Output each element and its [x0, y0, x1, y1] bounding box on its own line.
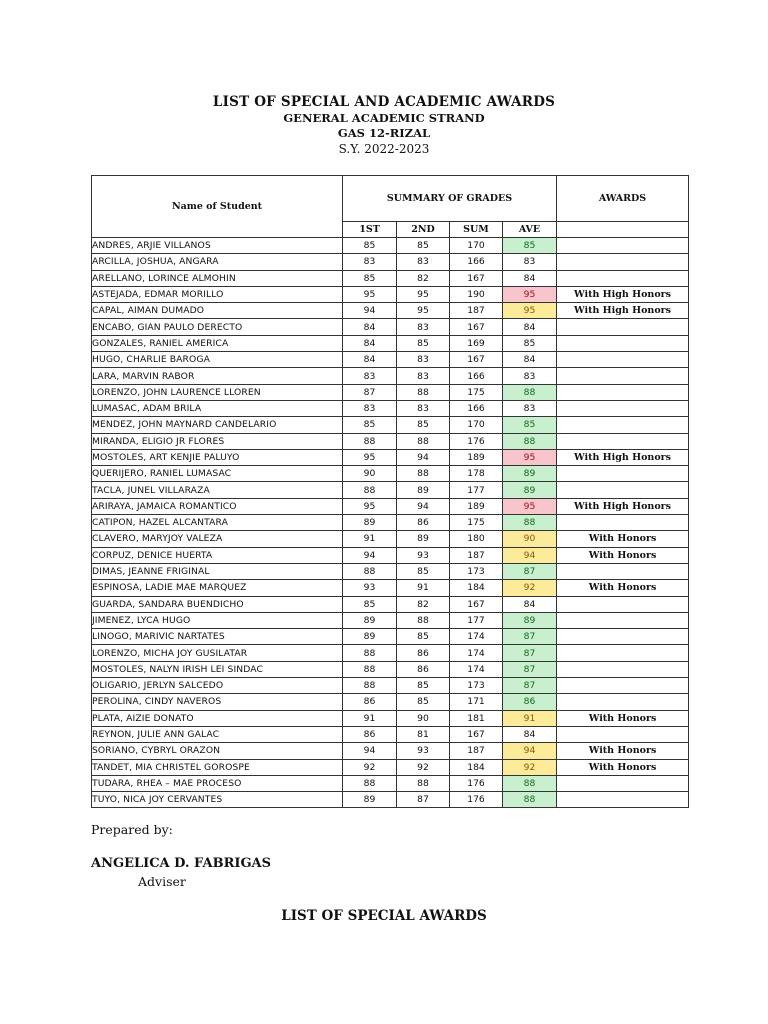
table-row — [92, 775, 689, 791]
grade-average: 89 — [503, 466, 557, 482]
student-name: JIMENEZ, LYCA HUGO — [92, 612, 343, 628]
grade-average: 92 — [503, 759, 557, 775]
first-quarter-grade: 91 — [343, 531, 397, 547]
grade-sum: 177 — [450, 612, 503, 628]
grade-average: 87 — [503, 563, 557, 579]
student-name: ARCILLA, JOSHUA, ANGARA — [92, 254, 343, 270]
table-row — [92, 759, 689, 775]
student-name: ENCABO, GIAN PAULO DERECTO — [92, 319, 343, 335]
grade-sum: 189 — [450, 498, 503, 514]
award-label — [557, 775, 689, 791]
table-row — [92, 531, 689, 547]
grade-average: 88 — [503, 775, 557, 791]
grade-average: 95 — [503, 449, 557, 465]
second-quarter-grade: 83 — [397, 319, 450, 335]
first-quarter-grade: 86 — [343, 694, 397, 710]
student-name: GONZALES, RANIEL AMERICA — [92, 335, 343, 351]
second-quarter-grade: 88 — [397, 466, 450, 482]
second-quarter-grade: 89 — [397, 482, 450, 498]
name-column-header: Name of Student — [92, 176, 343, 238]
first-quarter-grade: 85 — [343, 270, 397, 286]
grade-average: 84 — [503, 726, 557, 742]
first-quarter-grade: 90 — [343, 466, 397, 482]
award-label — [557, 417, 689, 433]
second-quarter-grade: 82 — [397, 270, 450, 286]
student-name: LORENZO, JOHN LAURENCE LLOREN — [92, 384, 343, 400]
second-quarter-grade: 85 — [397, 563, 450, 579]
award-label — [557, 368, 689, 384]
award-label — [557, 645, 689, 661]
student-name: MIRANDA, ELIGIO JR FLORES — [92, 433, 343, 449]
table-row — [92, 498, 689, 514]
first-quarter-grade: 83 — [343, 400, 397, 416]
award-label — [557, 515, 689, 531]
table-row — [92, 645, 689, 661]
table-row — [92, 417, 689, 433]
first-quarter-grade: 92 — [343, 759, 397, 775]
table-row — [92, 433, 689, 449]
grade-sum: 170 — [450, 238, 503, 254]
first-quarter-grade: 88 — [343, 775, 397, 791]
first-quarter-grade: 88 — [343, 661, 397, 677]
grade-sum: 174 — [450, 645, 503, 661]
student-name: LINOGO, MARIVIC NARTATES — [92, 629, 343, 645]
second-quarter-grade: 95 — [397, 286, 450, 302]
table-row — [92, 303, 689, 319]
grade-sum: 181 — [450, 710, 503, 726]
student-name: CATIPON, HAZEL ALCANTARA — [92, 515, 343, 531]
student-name: CAPAL, AIMAN DUMADO — [92, 303, 343, 319]
student-name: LUMASAC, ADAM BRILA — [92, 400, 343, 416]
special-awards-title: LIST OF SPECIAL AWARDS — [281, 908, 487, 924]
award-label: With High Honors — [557, 449, 689, 465]
award-label — [557, 400, 689, 416]
grade-sum: 175 — [450, 384, 503, 400]
table-row — [92, 629, 689, 645]
second-quarter-grade: 88 — [397, 612, 450, 628]
table-row — [92, 743, 689, 759]
award-label: With High Honors — [557, 286, 689, 302]
student-name: SORIANO, CYBRYL ORAZON — [92, 743, 343, 759]
award-label: With Honors — [557, 759, 689, 775]
grade-average: 95 — [503, 286, 557, 302]
grade-average: 92 — [503, 580, 557, 596]
second-quarter-grade: 85 — [397, 678, 450, 694]
student-name: MENDEZ, JOHN MAYNARD CANDELARIO — [92, 417, 343, 433]
prepared-by-label: Prepared by: — [91, 822, 173, 837]
award-label — [557, 352, 689, 368]
grade-average: 83 — [503, 254, 557, 270]
table-row — [92, 352, 689, 368]
grade-sum: 184 — [450, 580, 503, 596]
table-row — [92, 580, 689, 596]
grade-sum: 178 — [450, 466, 503, 482]
grade-sum: 175 — [450, 515, 503, 531]
second-quarter-grade: 88 — [397, 384, 450, 400]
award-label — [557, 319, 689, 335]
grade-sum: 187 — [450, 303, 503, 319]
second-quarter-grade: 91 — [397, 580, 450, 596]
grade-average: 84 — [503, 270, 557, 286]
student-name: TUDARA, RHEA – MAE PROCESO — [92, 775, 343, 791]
student-name: ARELLANO, LORINCE ALMOHIN — [92, 270, 343, 286]
table-row — [92, 449, 689, 465]
student-name: TACLA, JUNEL VILLARAZA — [92, 482, 343, 498]
average-header: AVE — [503, 222, 557, 238]
table-row — [92, 400, 689, 416]
student-name: GUARDA, SANDARA BUENDICHO — [92, 596, 343, 612]
award-label — [557, 661, 689, 677]
student-name: REYNON, JULIE ANN GALAC — [92, 726, 343, 742]
second-quarter-header: 2ND — [397, 222, 450, 238]
first-quarter-grade: 88 — [343, 563, 397, 579]
grade-sum: 177 — [450, 482, 503, 498]
second-quarter-grade: 92 — [397, 759, 450, 775]
award-label — [557, 270, 689, 286]
summary-column-header: SUMMARY OF GRADES — [343, 176, 557, 222]
first-quarter-grade: 93 — [343, 580, 397, 596]
grade-sum: 174 — [450, 629, 503, 645]
strand-label: GENERAL ACADEMIC STRAND — [283, 111, 485, 125]
student-name: TUYO, NICA JOY CERVANTES — [92, 792, 343, 808]
award-label — [557, 563, 689, 579]
award-label: With Honors — [557, 547, 689, 563]
grade-sum: 169 — [450, 335, 503, 351]
first-quarter-grade: 95 — [343, 286, 397, 302]
grade-average: 94 — [503, 547, 557, 563]
award-label: With Honors — [557, 743, 689, 759]
grade-sum: 166 — [450, 400, 503, 416]
student-name: ASTEJADA, EDMAR MORILLO — [92, 286, 343, 302]
school-year-label: S.Y. 2022-2023 — [338, 142, 430, 156]
second-quarter-grade: 90 — [397, 710, 450, 726]
first-quarter-grade: 95 — [343, 498, 397, 514]
second-quarter-grade: 93 — [397, 547, 450, 563]
grade-average: 85 — [503, 238, 557, 254]
grade-sum: 187 — [450, 547, 503, 563]
grade-average: 87 — [503, 661, 557, 677]
second-quarter-grade: 93 — [397, 743, 450, 759]
student-name: CLAVERO, MARYJOY VALEZA — [92, 531, 343, 547]
second-quarter-grade: 81 — [397, 726, 450, 742]
grade-average: 94 — [503, 743, 557, 759]
second-quarter-grade: 85 — [397, 417, 450, 433]
award-label: With Honors — [557, 580, 689, 596]
first-quarter-grade: 94 — [343, 303, 397, 319]
adviser-name: ANGELICA D. FABRIGAS — [91, 856, 272, 871]
grade-sum: 174 — [450, 661, 503, 677]
first-quarter-grade: 85 — [343, 238, 397, 254]
table-row — [92, 238, 689, 254]
first-quarter-grade: 95 — [343, 449, 397, 465]
first-quarter-grade: 89 — [343, 515, 397, 531]
table-row — [92, 319, 689, 335]
grade-average: 84 — [503, 352, 557, 368]
award-label — [557, 433, 689, 449]
student-name: LARA, MARVIN RABOR — [92, 368, 343, 384]
table-row — [92, 368, 689, 384]
grade-average: 84 — [503, 319, 557, 335]
awards-column-header: AWARDS — [557, 176, 689, 222]
table-row — [92, 270, 689, 286]
first-quarter-header: 1ST — [343, 222, 397, 238]
award-label — [557, 254, 689, 270]
second-quarter-grade: 87 — [397, 792, 450, 808]
table-row — [92, 482, 689, 498]
second-quarter-grade: 94 — [397, 498, 450, 514]
grade-average: 95 — [503, 303, 557, 319]
second-quarter-grade: 85 — [397, 335, 450, 351]
second-quarter-grade: 83 — [397, 368, 450, 384]
table-row — [92, 661, 689, 677]
grade-average: 86 — [503, 694, 557, 710]
second-quarter-grade: 95 — [397, 303, 450, 319]
grade-sum: 187 — [450, 743, 503, 759]
grade-sum: 167 — [450, 726, 503, 742]
awards-subheader-empty — [557, 222, 689, 238]
table-row — [92, 254, 689, 270]
grade-sum: 176 — [450, 775, 503, 791]
grade-sum: 173 — [450, 678, 503, 694]
student-name: TANDET, MIA CHRISTEL GOROSPE — [92, 759, 343, 775]
grade-average: 85 — [503, 335, 557, 351]
table-row — [92, 792, 689, 808]
second-quarter-grade: 89 — [397, 531, 450, 547]
grade-average: 88 — [503, 792, 557, 808]
first-quarter-grade: 86 — [343, 726, 397, 742]
student-name: PLATA, AIZIE DONATO — [92, 710, 343, 726]
second-quarter-grade: 83 — [397, 352, 450, 368]
second-quarter-grade: 85 — [397, 238, 450, 254]
table-body — [92, 238, 689, 808]
table-row — [92, 286, 689, 302]
first-quarter-grade: 91 — [343, 710, 397, 726]
first-quarter-grade: 84 — [343, 335, 397, 351]
second-quarter-grade: 82 — [397, 596, 450, 612]
award-label — [557, 726, 689, 742]
table-row — [92, 547, 689, 563]
award-label: With High Honors — [557, 498, 689, 514]
second-quarter-grade: 86 — [397, 515, 450, 531]
award-label: With High Honors — [557, 303, 689, 319]
table-row — [92, 710, 689, 726]
grade-sum: 167 — [450, 270, 503, 286]
table-row — [92, 563, 689, 579]
grade-sum: 184 — [450, 759, 503, 775]
second-quarter-grade: 88 — [397, 433, 450, 449]
award-label — [557, 694, 689, 710]
first-quarter-grade: 84 — [343, 319, 397, 335]
second-quarter-grade: 85 — [397, 694, 450, 710]
grade-average: 88 — [503, 384, 557, 400]
student-name: QUERIJERO, RANIEL LUMASAC — [92, 466, 343, 482]
grade-average: 87 — [503, 678, 557, 694]
grade-sum: 166 — [450, 254, 503, 270]
first-quarter-grade: 83 — [343, 254, 397, 270]
award-label — [557, 238, 689, 254]
section-label: GAS 12-RIZAL — [337, 126, 431, 140]
grade-sum: 180 — [450, 531, 503, 547]
table-row — [92, 678, 689, 694]
grade-average: 89 — [503, 612, 557, 628]
first-quarter-grade: 84 — [343, 352, 397, 368]
first-quarter-grade: 89 — [343, 629, 397, 645]
second-quarter-grade: 85 — [397, 629, 450, 645]
grade-average: 89 — [503, 482, 557, 498]
grade-sum: 171 — [450, 694, 503, 710]
award-label: With Honors — [557, 710, 689, 726]
grade-sum: 167 — [450, 319, 503, 335]
first-quarter-grade: 85 — [343, 596, 397, 612]
student-name: ESPINOSA, LADIE MAE MARQUEZ — [92, 580, 343, 596]
student-name: OLIGARIO, JERLYN SALCEDO — [92, 678, 343, 694]
grade-average: 87 — [503, 629, 557, 645]
grade-sum: 170 — [450, 417, 503, 433]
table-row — [92, 466, 689, 482]
award-label — [557, 384, 689, 400]
grade-average: 83 — [503, 400, 557, 416]
second-quarter-grade: 88 — [397, 775, 450, 791]
grade-average: 88 — [503, 515, 557, 531]
student-name: LORENZO, MICHA JOY GUSILATAR — [92, 645, 343, 661]
grade-average: 88 — [503, 433, 557, 449]
table-row — [92, 726, 689, 742]
first-quarter-grade: 89 — [343, 612, 397, 628]
first-quarter-grade: 83 — [343, 368, 397, 384]
grade-average: 87 — [503, 645, 557, 661]
student-name: MOSTOLES, ART KENJIE PALUYO — [92, 449, 343, 465]
grade-sum: 166 — [450, 368, 503, 384]
award-label — [557, 596, 689, 612]
sum-header: SUM — [450, 222, 503, 238]
table-row — [92, 612, 689, 628]
award-label — [557, 612, 689, 628]
grade-average: 84 — [503, 596, 557, 612]
grade-sum: 167 — [450, 352, 503, 368]
grade-average: 95 — [503, 498, 557, 514]
student-name: HUGO, CHARLIE BAROGA — [92, 352, 343, 368]
first-quarter-grade: 94 — [343, 743, 397, 759]
first-quarter-grade: 87 — [343, 384, 397, 400]
student-name: CORPUZ, DENICE HUERTA — [92, 547, 343, 563]
student-name: ARIRAYA, JAMAICA ROMANTICO — [92, 498, 343, 514]
grade-sum: 176 — [450, 792, 503, 808]
first-quarter-grade: 88 — [343, 482, 397, 498]
table-row — [92, 384, 689, 400]
first-quarter-grade: 88 — [343, 678, 397, 694]
award-label — [557, 678, 689, 694]
grade-average: 90 — [503, 531, 557, 547]
award-label: With Honors — [557, 531, 689, 547]
first-quarter-grade: 88 — [343, 645, 397, 661]
adviser-role: Adviser — [138, 874, 186, 889]
first-quarter-grade: 88 — [343, 433, 397, 449]
grade-sum: 189 — [450, 449, 503, 465]
second-quarter-grade: 86 — [397, 645, 450, 661]
student-name: DIMAS, JEANNE FRIGINAL — [92, 563, 343, 579]
award-label — [557, 482, 689, 498]
student-name: PEROLINA, CINDY NAVEROS — [92, 694, 343, 710]
award-label — [557, 629, 689, 645]
first-quarter-grade: 89 — [343, 792, 397, 808]
grade-sum: 173 — [450, 563, 503, 579]
award-label — [557, 466, 689, 482]
award-label — [557, 792, 689, 808]
student-name: ANDRES, ARJIE VILLANOS — [92, 238, 343, 254]
student-name: MOSTOLES, NALYN IRISH LEI SINDAC — [92, 661, 343, 677]
second-quarter-grade: 83 — [397, 400, 450, 416]
document-header — [0, 94, 768, 157]
table-row — [92, 335, 689, 351]
grade-sum: 167 — [450, 596, 503, 612]
table-row — [92, 596, 689, 612]
award-label — [557, 335, 689, 351]
first-quarter-grade: 94 — [343, 547, 397, 563]
grade-average: 85 — [503, 417, 557, 433]
second-quarter-grade: 94 — [397, 449, 450, 465]
second-quarter-grade: 83 — [397, 254, 450, 270]
grade-sum: 190 — [450, 286, 503, 302]
second-quarter-grade: 86 — [397, 661, 450, 677]
grade-average: 91 — [503, 710, 557, 726]
awards-table — [91, 175, 689, 808]
first-quarter-grade: 85 — [343, 417, 397, 433]
table-row — [92, 694, 689, 710]
document-title: LIST OF SPECIAL AND ACADEMIC AWARDS — [212, 94, 556, 110]
grade-average: 83 — [503, 368, 557, 384]
grade-sum: 176 — [450, 433, 503, 449]
table-row — [92, 515, 689, 531]
